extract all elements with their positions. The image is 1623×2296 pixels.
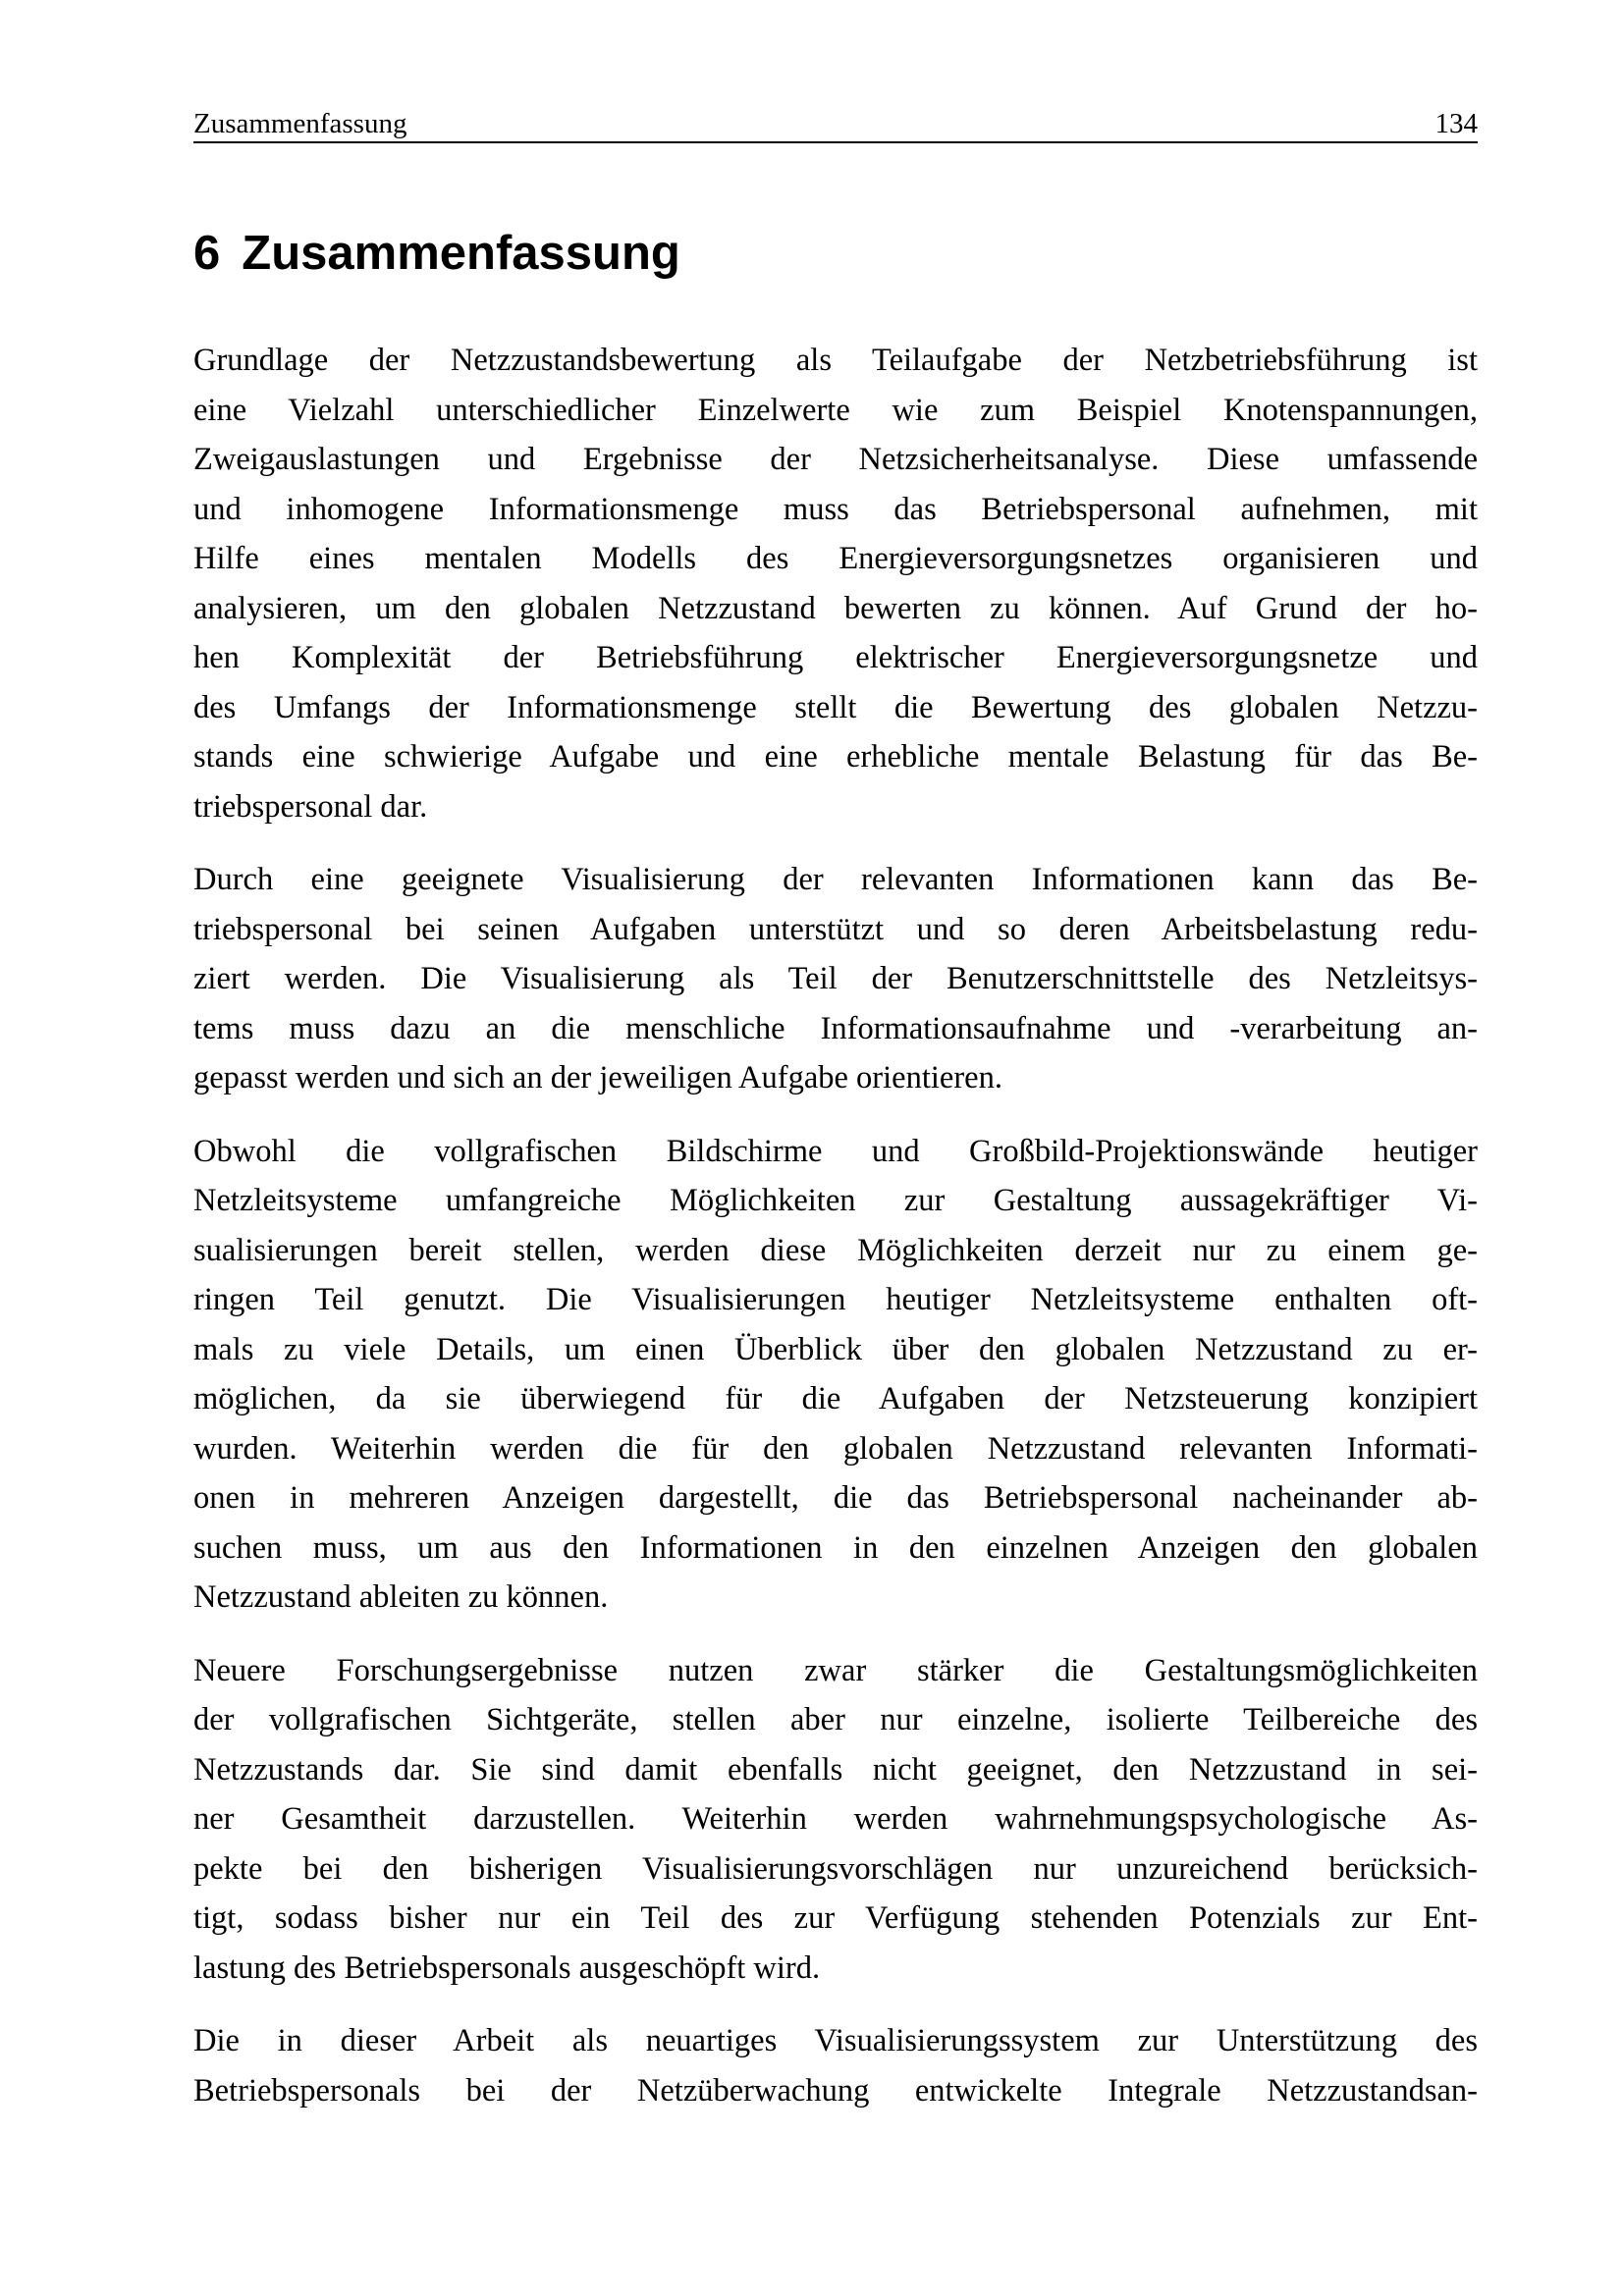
text-line: des Umfangs der Informationsmenge stellt die Bewertung des globalen Netzzu- [193, 689, 1478, 725]
text-line: Netzleitsysteme umfangreiche Möglichkeiten zur Gestaltung aussagekräftiger Vi- [193, 1183, 1478, 1218]
running-header [193, 106, 1478, 143]
body-text [193, 336, 1478, 2139]
text-line: triebspersonal bei seinen Aufgaben unterstützt und so deren Arbeitsbelastung redu- [193, 911, 1478, 947]
text-line: Netzzustand ableiten zu können. [193, 1579, 609, 1615]
text-line: tigt, sodass bisher nur ein Teil des zur Verfügung stehenden Potenzials zur Ent- [193, 1900, 1478, 1936]
text-line: sualisierungen bereit stellen, werden diese Möglichkeiten derzeit nur zu einem ge- [193, 1232, 1478, 1268]
paragraph [193, 855, 1478, 1103]
text-line: stands eine schwierige Aufgabe und eine erhebliche mentale Belastung für das Be- [193, 739, 1478, 774]
text-line: onen in mehreren Anzeigen dargestellt, die das Betriebspersonal nacheinander ab- [193, 1480, 1478, 1516]
paragraph [193, 1646, 1478, 1994]
text-line: gepasst werden und sich an der jeweiligen Aufgabe orientieren. [193, 1060, 1002, 1095]
text-line: Durch eine geeignete Visualisierung der relevanten Informationen kann das Be- [193, 862, 1478, 897]
text-line: mals zu viele Details, um einen Überblick über den globalen Netzzustand zu er- [193, 1331, 1478, 1367]
text-line: Neuere Forschungsergebnisse nutzen zwar stärker die Gestaltungsmöglichkeiten [193, 1652, 1478, 1688]
text-line: pekte bei den bisherigen Visualisierungsvorschlägen nur unzureichend berücksich- [193, 1850, 1478, 1887]
text-line: Grundlage der Netzzustandsbewertung als Teilaufgabe der Netzbetriebsführung ist [193, 343, 1478, 378]
text-line: tems muss dazu an die menschliche Informationsaufnahme und -verarbeitung an- [193, 1010, 1478, 1046]
text-line: Hilfe eines mentalen Modells des Energieversorgungsnetzes organisieren und [193, 541, 1478, 576]
paragraph [193, 336, 1478, 831]
text-line: Die in dieser Arbeit als neuartiges Visualisierungssystem zur Unterstützung des [193, 2023, 1478, 2058]
text-line: analysieren, um den globalen Netzzustand bewerten zu können. Auf Grund der ho- [193, 590, 1478, 626]
chapter-heading [193, 224, 680, 283]
text-line: Netzzustands dar. Sie sind damit ebenfalls nicht geeignet, den Netzzustand in sei- [193, 1751, 1478, 1788]
text-line: ner Gesamtheit darzustellen. Weiterhin werden wahrnehmungspsychologische As- [193, 1801, 1478, 1837]
text-line: wurden. Weiterhin werden die für den globalen Netzzustand relevanten Informati- [193, 1430, 1478, 1467]
text-line: ziert werden. Die Visualisierung als Teil der Benutzerschnittstelle des Netzleitsys- [193, 961, 1478, 996]
page-number: 134 [1434, 108, 1478, 139]
paragraph [193, 1127, 1478, 1623]
text-line: Obwohl die vollgrafischen Bildschirme und Großbild-Projektionswände heutiger [193, 1133, 1478, 1169]
chapter-number: 6 [193, 227, 221, 280]
text-line: möglichen, da sie überwiegend für die Aufgaben der Netzsteuerung konzipiert [193, 1381, 1478, 1416]
running-header-title: Zusammenfassung [193, 108, 407, 139]
text-line: ringen Teil genutzt. Die Visualisierungen heutiger Netzleitsysteme enthalten oft- [193, 1282, 1478, 1317]
chapter-title: Zusammenfassung [242, 227, 680, 280]
text-line: Zweigauslastungen und Ergebnisse der Netzsicherheitsanalyse. Diese umfassende [193, 442, 1478, 477]
text-line: der vollgrafischen Sichtgeräte, stellen aber nur einzelne, isolierte Teilbereiche des [193, 1702, 1478, 1737]
text-line: eine Vielzahl unterschiedlicher Einzelwerte wie zum Beispiel Knotenspannungen, [193, 392, 1478, 428]
text-line: und inhomogene Informationsmenge muss das Betriebspersonal aufnehmen, mit [193, 491, 1478, 527]
text-line: Betriebspersonals bei der Netzüberwachung entwickelte Integrale Netzzustandsan- [193, 2072, 1478, 2109]
text-line: suchen muss, um aus den Informationen in den einzelnen Anzeigen den globalen [193, 1529, 1478, 1566]
text-line: lastung des Betriebspersonals ausgeschöpft wird. [193, 1949, 821, 1986]
paragraph [193, 2016, 1478, 2115]
text-line: triebspersonal dar. [193, 788, 428, 825]
text-line: hen Komplexität der Betriebsführung elektrischer Energieversorgungsnetze und [193, 640, 1478, 675]
